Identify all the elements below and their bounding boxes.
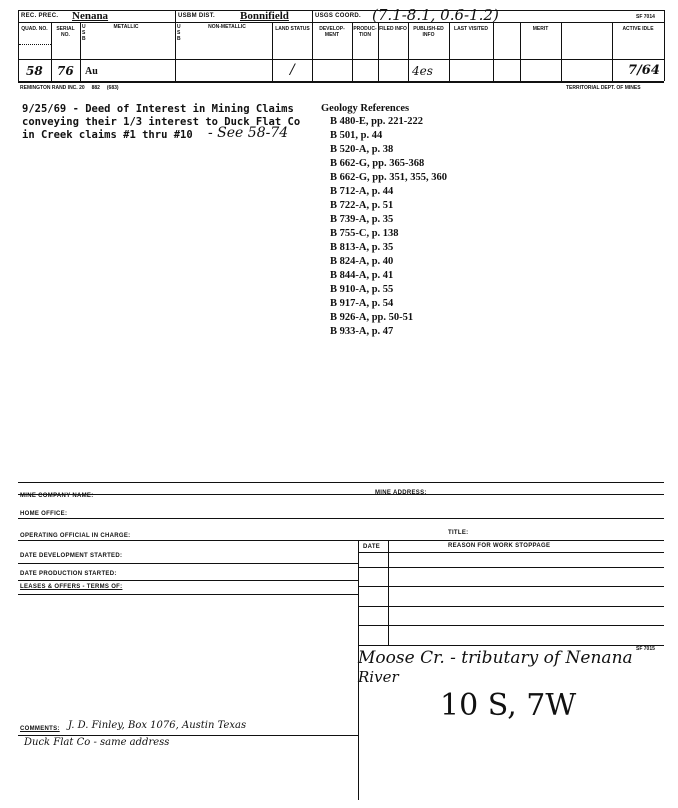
col-land-status: LAND STATUS [275,26,310,32]
serial-no-value: 76 [57,64,74,78]
published-info-value: 4es [412,64,433,78]
col-nonmetallic: NON-METALLIC [208,24,246,30]
deed-line-3: in Creek claims #1 thru #10 [22,129,193,141]
col-merit: MERIT [532,26,549,32]
date-col-label: DATE [363,544,381,550]
geology-ref: B 755-C, p. 138 [330,228,399,239]
deed-line-2: conveying their 1/3 interest to Duck Flat Co [22,116,301,128]
territorial-dept: TERRITORIAL DEPT. OF MINES [566,85,641,91]
col-quad-no: QUAD. NO. [21,26,48,32]
usgs-coord-value: (7.1-8.1, 0.6-1.2) [372,6,499,24]
geology-ref: B 917-A, p. 54 [330,298,394,309]
deed-line-1: 9/25/69 - Deed of Interest in Mining Claims [22,103,294,115]
home-office-label: HOME OFFICE: [20,511,68,517]
leases-label: LEASES & OFFERS - TERMS OF: [20,584,123,590]
col-metallic: METALLIC [113,24,139,30]
geology-ref: B 520-A, p. 38 [330,144,394,155]
geology-ref: B 824-A, p. 40 [330,256,394,267]
usgs-coord-label: USGS COORD. [315,13,361,19]
geology-ref: B 712-A, p. 44 [330,186,394,197]
usbm-dist-label: USBM DIST. [178,13,216,19]
col-last-visited: LAST VISITED [454,26,488,32]
form-number-2: SF 7015 [636,646,655,652]
col-published-info: PUBLISH-ED INFO [413,26,444,38]
geology-ref: B 926-A, pp. 50-51 [330,312,414,323]
usbm-dist-value: Bonnifield [240,10,289,22]
date-prod-label: DATE PRODUCTION STARTED: [20,571,117,577]
col-filed-info: FILED INFO [379,26,407,32]
active-idle-value: 7/64 [628,63,660,78]
col-usb-metallic: U S B [82,24,86,42]
hand-note-line-1: Moose Cr. - tributary of Nenana [358,648,633,668]
mine-company-label: MINE COMPANY NAME: [20,493,94,499]
hand-location: 10 S, 7W [440,688,577,723]
rec-prec-label: REC. PREC. [21,13,59,19]
geology-ref: B 813-A, p. 35 [330,242,394,253]
see-note: - See 58-74 [208,125,289,141]
form-number: SF 7014 [636,14,655,20]
operating-official-label: OPERATING OFFICIAL IN CHARGE: [20,533,131,539]
date-dev-label: DATE DEVELOPMENT STARTED: [20,553,123,559]
rec-prec-value: Nenana [72,10,109,22]
geology-ref: B 501, p. 44 [330,130,383,141]
reason-col-label: REASON FOR WORK STOPPAGE [448,543,551,549]
geology-ref: B 662-G, pp. 365-368 [330,158,425,169]
col-development: DEVELOP-MENT [319,26,345,38]
comments-line-2: Duck Flat Co - same address [24,737,170,748]
col-active-idle: ACTIVE IDLE [622,26,654,32]
col-serial-no: SERIAL NO. [56,26,75,38]
geology-ref: B 480-E, pp. 221-222 [330,116,424,127]
col-usb-nonmetallic: U S B [177,24,181,42]
comments-line-1: J. D. Finley, Box 1076, Austin Texas [68,720,247,731]
land-status-value: / [290,62,295,78]
geology-ref: B 722-A, p. 51 [330,200,394,211]
geology-ref: B 910-A, p. 55 [330,284,394,295]
hand-note-line-2: River [358,668,399,686]
mine-address-label: MINE ADDRESS: [375,490,427,496]
title-label: TITLE: [448,530,469,536]
col-production: PRODUC-TION [353,26,377,38]
quad-no-value: 58 [26,64,43,78]
comments-label: COMMENTS: [20,726,60,732]
geology-ref: B 844-A, p. 41 [330,270,394,281]
geology-title: Geology References [321,103,410,114]
geology-ref: B 933-A, p. 47 [330,326,394,337]
metallic-value: Au [85,66,98,77]
geology-ref: B 662-G, pp. 351, 355, 360 [330,172,447,183]
printer-line: REMINGTON RAND INC. 20 882 (683) [20,85,119,91]
geology-ref: B 739-A, p. 35 [330,214,394,225]
